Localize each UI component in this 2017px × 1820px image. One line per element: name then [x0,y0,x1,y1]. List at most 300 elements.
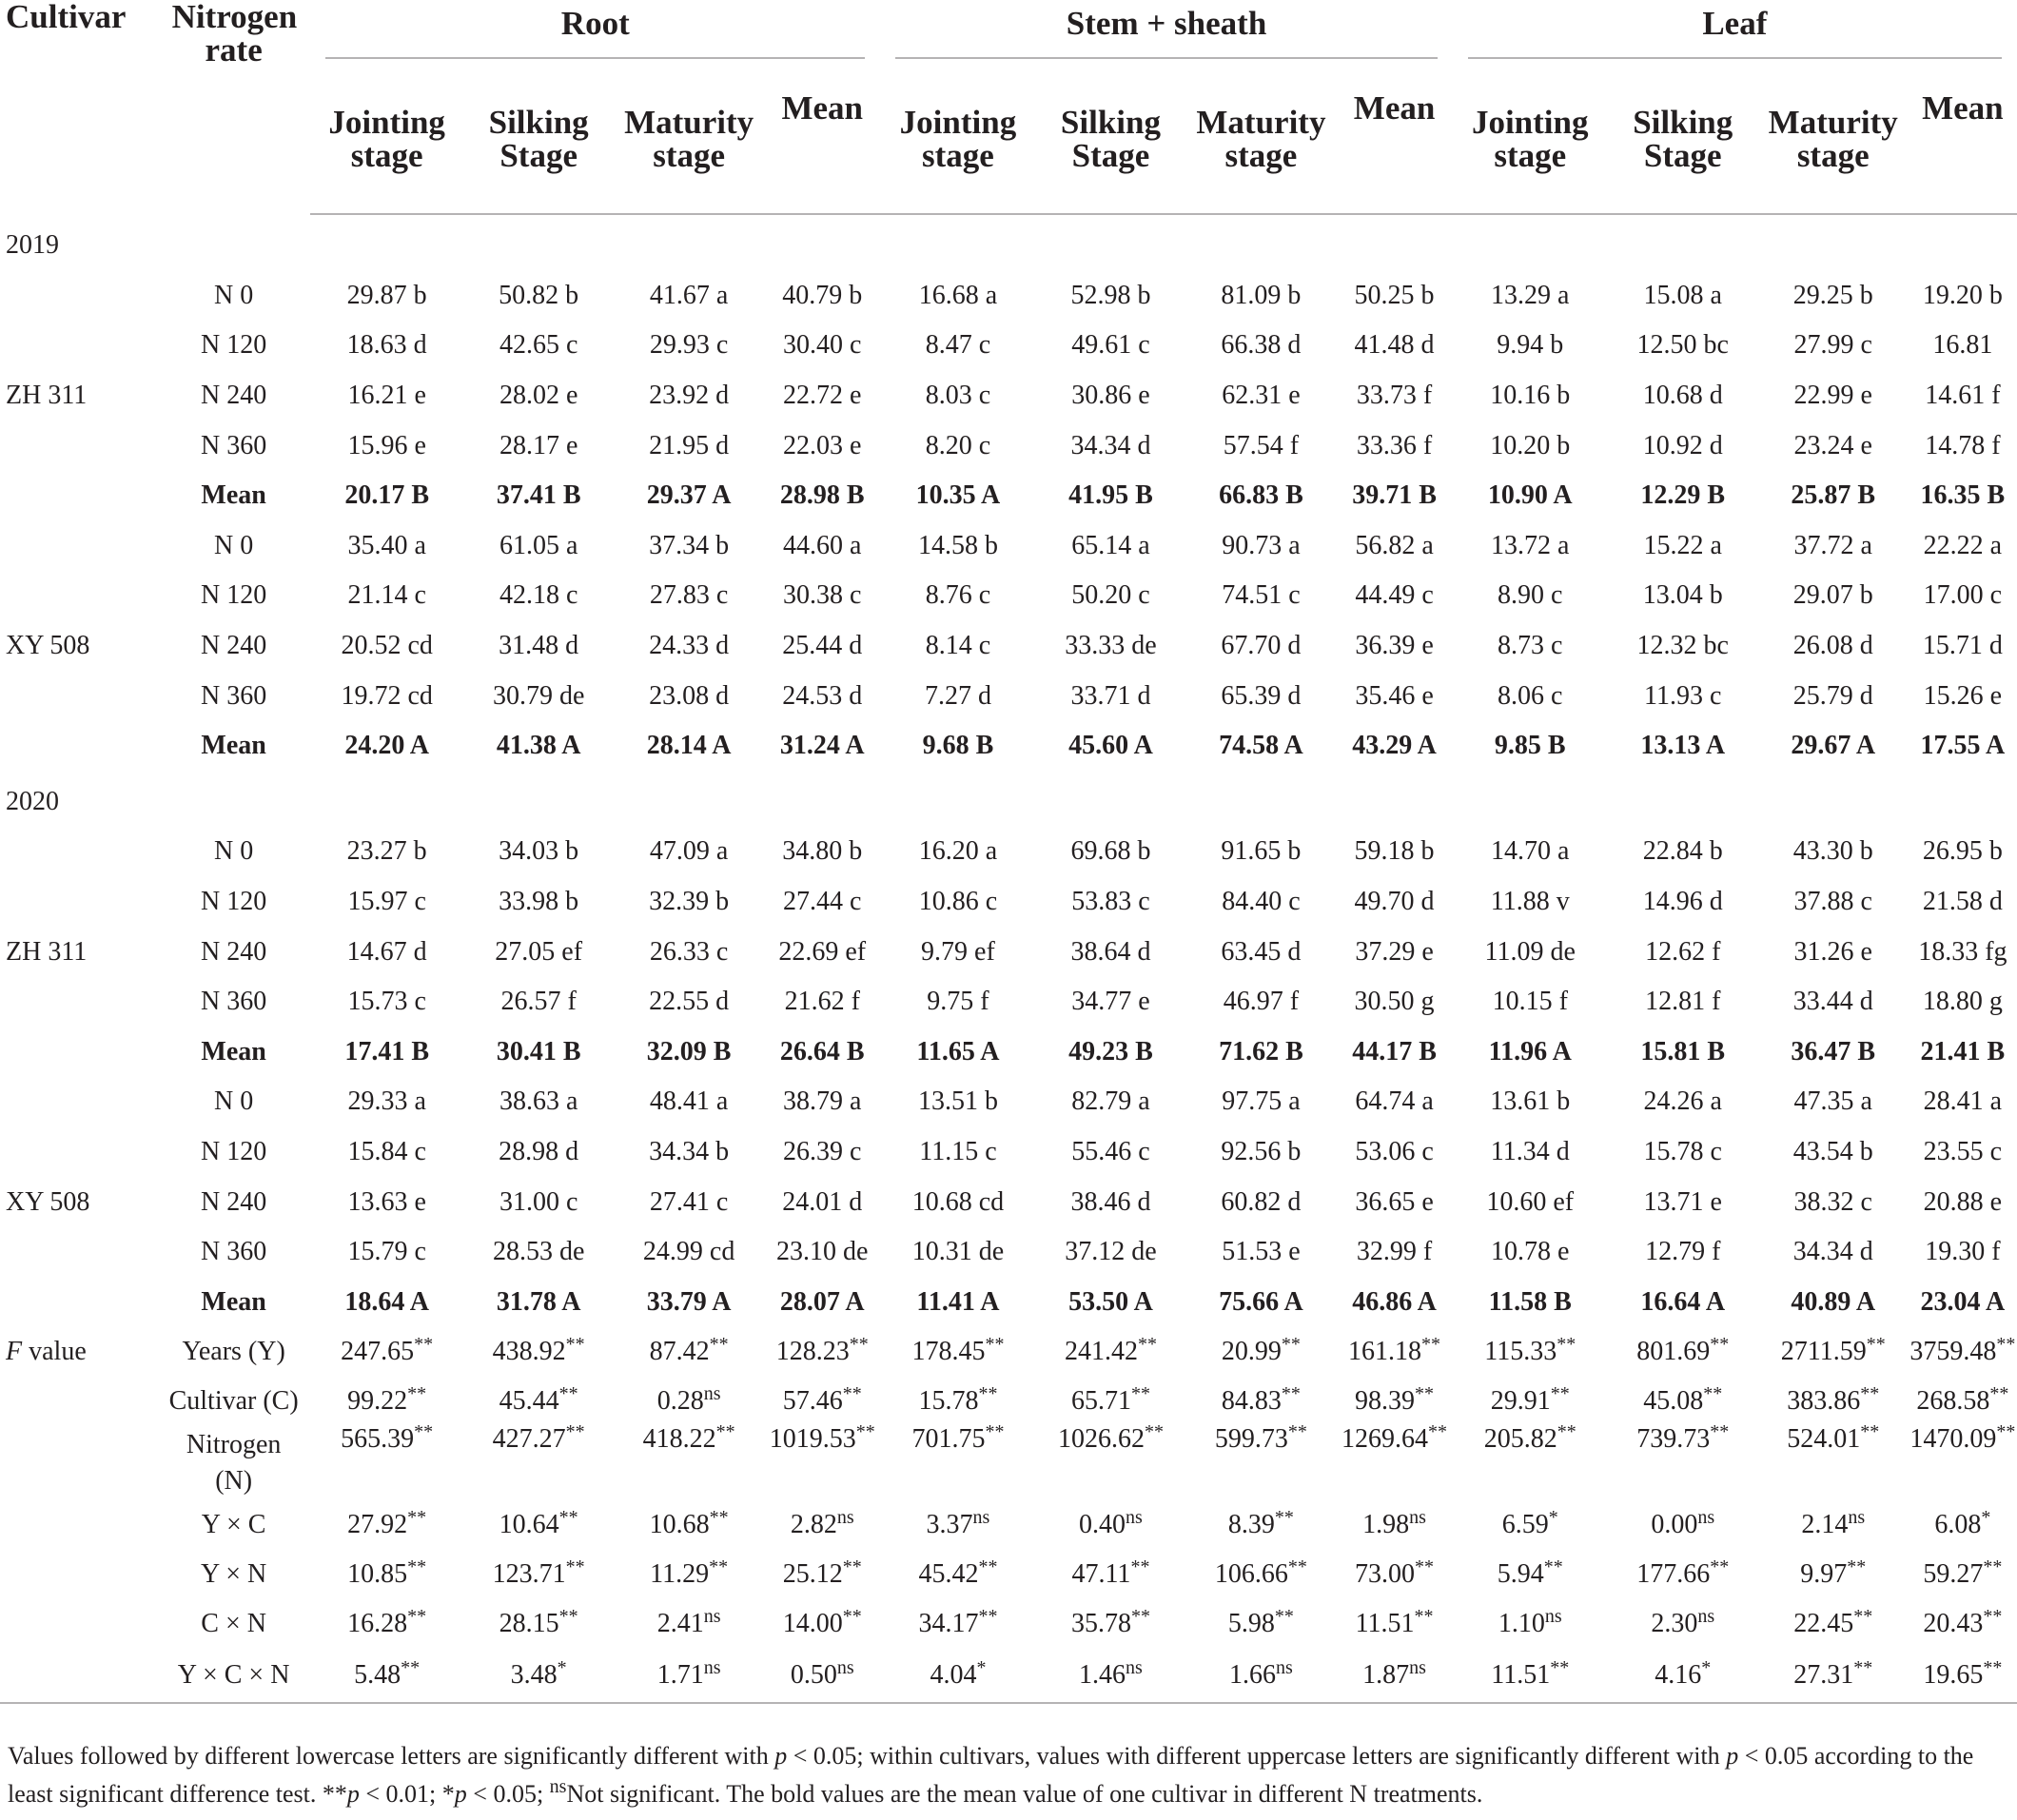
cultivar-cell [0,721,157,772]
value-cell: 29.67 A [1791,731,1876,761]
value-cell: 15.26 e [1923,680,2003,711]
value-cell: 37.88 c [1793,887,1872,917]
value-cell: 44.60 a [783,530,862,560]
fvalue-cell [463,1550,614,1599]
fvalue-cell [1035,1327,1185,1377]
value-cell: 33.73 f [1356,381,1433,411]
fvalue-significance: ** [414,1334,434,1356]
note-text-3: < 0.05 according to the least significant difference test. ** [8,1742,1974,1808]
value-cell: 53.50 A [1068,1286,1153,1317]
value-cell: 15.81 B [1640,1036,1726,1067]
table-row [0,321,2017,371]
fvalue-significance: ** [1853,1606,1873,1628]
fvalue-number: 241.42 [1064,1337,1138,1367]
value-cell: 8.03 c [925,381,991,411]
value-cell: 53.83 c [1071,887,1150,917]
value-cell: 19.30 f [1925,1237,2001,1267]
value-cell: 28.07 A [779,1286,865,1317]
nitrogen-cell: N 120 [201,887,267,917]
fvalue-significance: ns [1126,1657,1143,1679]
value-cell: 18.64 A [344,1286,429,1317]
note-ns: ns [549,1776,567,1797]
value-cell: 50.82 b [499,280,579,310]
value-cell: 15.79 c [347,1237,426,1267]
fvalue-cell [614,1500,764,1550]
value-cell: 11.96 A [1488,1036,1572,1067]
fvalue-factor-cell: Cultivar (C) [168,1386,299,1417]
cultivar-cell: ZH 311 [6,381,88,411]
fvalue-number: 20.43 [1923,1609,1984,1639]
fvalue-number: 45.42 [918,1559,979,1590]
fvalue-cell [1758,1377,1909,1426]
value-cell: 12.62 f [1645,936,1721,967]
fvalue-number: 8.39 [1227,1510,1275,1540]
value-cell: 15.08 a [1643,280,1722,310]
fvalue-number: 87.42 [649,1337,710,1367]
value-cell: 10.16 b [1490,381,1571,411]
fvalue-cell [1035,1649,1185,1703]
value-cell: 26.39 c [783,1136,862,1166]
value-cell: 12.50 bc [1636,330,1729,361]
fvalue-cell [463,1377,614,1426]
fvalue-cell [1909,1649,2017,1703]
fvalue-cell [310,1500,463,1550]
fvalue-cell [880,1500,1035,1550]
value-cell: 15.97 c [347,887,426,917]
fvalue-significance: ** [1996,1421,2016,1443]
fvalue-cell [1336,1500,1452,1550]
value-cell: 47.35 a [1793,1086,1872,1117]
fvalue-significance: ** [978,1606,998,1628]
fvalue-number: 3759.48 [1909,1337,1997,1367]
fvalue-cell [880,1550,1035,1599]
fvalue-number: 16.28 [347,1609,408,1639]
value-cell: 63.45 d [1221,936,1302,967]
fvalue-row [0,1649,2017,1703]
value-cell: 15.22 a [1643,530,1722,560]
fvalue-cell [1608,1550,1758,1599]
fvalue-cell [614,1377,764,1426]
fvalue-cell [1185,1649,1336,1703]
value-cell: 33.98 b [499,887,579,917]
value-cell: 19.72 cd [341,680,433,711]
value-cell: 23.27 b [346,836,427,867]
fvalue-number: 427.27 [492,1424,566,1455]
fvalue-number: 739.73 [1636,1424,1711,1455]
fvalue-number: 1.66 [1229,1660,1277,1691]
fvalue-cell [1336,1649,1452,1703]
fvalue-number: 5.94 [1497,1559,1544,1590]
value-cell: 16.21 e [347,381,426,411]
value-cell: 24.53 d [782,680,863,711]
value-cell: 97.75 a [1222,1086,1301,1117]
value-cell: 40.79 b [782,280,863,310]
subheader-stem-1 [1035,65,1185,214]
fvalue-number: 11.29 [650,1559,710,1590]
value-cell: 11.93 c [1644,680,1722,711]
value-cell: 10.20 b [1490,430,1571,460]
value-cell: 29.07 b [1792,580,1873,611]
fvalue-cell [1758,1421,1909,1500]
fvalue-cell [614,1599,764,1649]
value-cell: 81.09 b [1221,280,1302,310]
value-cell: 9.85 B [1494,731,1566,761]
value-cell: 23.10 de [776,1237,869,1267]
value-cell: 34.34 b [649,1136,730,1166]
fvalue-significance: ** [842,1383,862,1405]
subheader-word-1: Maturity [624,104,754,141]
value-cell: 19.20 b [1922,280,2003,310]
fvalue-significance: ** [1853,1657,1873,1679]
cultivar-cell: XY 508 [6,1186,90,1217]
value-cell: 36.65 e [1355,1186,1434,1217]
fvalue-word: value [22,1337,87,1367]
value-cell: 41.67 a [649,280,729,310]
fvalue-number: 0.00 [1651,1510,1698,1540]
fvalue-significance: ** [709,1507,729,1529]
value-cell: 7.27 d [924,680,991,711]
fvalue-number: 59.27 [1923,1559,1984,1590]
fvalue-row [0,1327,2017,1377]
fvalue-significance: ** [1996,1334,2016,1356]
value-cell: 9.68 B [922,731,994,761]
subheader-word-2: Stage [1643,137,1722,174]
fvalue-cell [1909,1327,2017,1377]
fvalue-factor-cell: C × N [201,1609,266,1639]
value-cell: 33.33 de [1065,631,1157,661]
fvalue-significance: ** [842,1556,862,1578]
fvalue-significance: ns [1848,1507,1866,1529]
value-cell: 23.55 c [1923,1136,2003,1166]
fvalue-significance: ** [978,1383,998,1405]
value-cell: 48.41 a [649,1086,729,1117]
fvalue-significance: ns [703,1657,721,1679]
value-cell: 22.99 e [1793,381,1872,411]
fvalue-cell [463,1500,614,1550]
value-cell: 15.84 c [347,1136,426,1166]
value-cell: 16.35 B [1920,480,2006,511]
value-cell: 42.18 c [499,580,578,611]
value-cell: 44.17 B [1352,1036,1437,1067]
fvalue-cell [880,1421,1035,1500]
value-cell: 10.90 A [1487,480,1573,511]
fvalue-cell [614,1327,764,1377]
fvalue-significance: ** [407,1606,427,1628]
year-label: 2019 [6,230,59,261]
fvalue-cell [1608,1500,1758,1550]
value-cell: 10.78 e [1491,1237,1570,1267]
fvalue-cell [764,1550,880,1599]
fvalue-number: 0.28 [656,1386,704,1417]
value-cell: 31.48 d [499,631,579,661]
fvalue-cell [764,1500,880,1550]
nitrogen-cell: Mean [201,480,266,511]
value-cell: 26.08 d [1792,631,1873,661]
value-cell: 38.63 a [499,1086,578,1117]
fvalue-significance: ** [849,1334,869,1356]
value-cell: 44.49 c [1355,580,1434,611]
value-cell: 21.41 B [1920,1036,2006,1067]
table-row [0,671,2017,721]
fvalue-significance: * [976,1657,987,1679]
value-cell: 39.71 B [1352,480,1437,511]
value-cell: 37.29 e [1355,936,1434,967]
fvalue-significance: ** [1287,1421,1307,1443]
note-text-6: Not significant. The bold values are the mean value of one cultivar in different N treatments. [566,1780,1483,1808]
fvalue-cell [310,1327,463,1377]
value-cell: 10.68 cd [911,1186,1005,1217]
subheader-word-2: stage [350,137,423,174]
fvalue-cell [764,1599,880,1649]
fvalue-cell [764,1649,880,1703]
fvalue-cell [1035,1550,1185,1599]
value-cell: 21.58 d [1922,887,2003,917]
value-cell: 29.33 a [347,1086,426,1117]
fvalue-significance: ** [1415,1556,1435,1578]
value-cell: 14.96 d [1642,887,1723,917]
value-cell: 15.73 c [347,987,426,1017]
note-text-2: < 0.05; within cultivars, values with different uppercase letters are significantly different with [787,1742,1727,1770]
value-cell: 62.31 e [1222,381,1301,411]
value-cell: 34.34 d [1792,1237,1873,1267]
value-cell: 12.79 f [1645,1237,1721,1267]
value-cell: 13.51 b [917,1086,998,1117]
table-header [0,0,2017,214]
subheader-word-1: Silking [1060,104,1161,141]
value-cell: 11.09 de [1484,936,1576,967]
fvalue-label-cell [0,1426,157,1500]
fvalue-cell [880,1377,1035,1426]
fvalue-significance: ** [985,1334,1005,1356]
value-cell: 30.38 c [783,580,862,611]
value-cell: 8.14 c [925,631,991,661]
value-cell: 46.86 A [1352,1286,1437,1317]
value-cell: 18.63 d [346,330,427,361]
fvalue-row [0,1550,2017,1599]
fvalue-cell [1185,1327,1336,1377]
fvalue-number: 65.71 [1070,1386,1131,1417]
value-cell: 49.70 d [1354,887,1435,917]
fvalue-label-cell [0,1377,157,1426]
table-row [0,421,2017,471]
nitrogen-cell: N 360 [201,987,267,1017]
value-cell: 37.12 de [1065,1237,1157,1267]
nitrogen-cell: N 240 [201,631,267,661]
fvalue-cell [463,1327,614,1377]
subheader-word-1: Silking [488,104,589,141]
fvalue-number: 20.99 [1221,1337,1282,1367]
value-cell: 37.34 b [649,530,730,560]
value-cell: 15.78 c [1643,1136,1722,1166]
subheader-word-2: stage [1224,137,1298,174]
value-cell: 38.64 d [1070,936,1151,967]
fvalue-cell [1453,1599,1608,1649]
fvalue-number: 84.83 [1221,1386,1282,1417]
fvalue-cell [880,1327,1035,1377]
subheader-leaf-1 [1608,65,1758,214]
year-row [0,772,2017,828]
subheader-word-1: Silking [1633,104,1733,141]
fvalue-number: 1019.53 [769,1424,856,1455]
fvalue-factor-cell: Years (Y) [182,1337,285,1367]
value-cell: 24.33 d [649,631,730,661]
value-cell: 21.62 f [784,987,860,1017]
value-cell: 49.23 B [1068,1036,1153,1067]
fvalue-number: 2711.59 [1780,1337,1867,1367]
fvalue-label-cell [0,1599,157,1649]
value-cell: 74.51 c [1222,580,1301,611]
fvalue-number: 3.48 [510,1660,558,1691]
value-cell: 41.38 A [496,731,581,761]
fvalue-significance: ** [1287,1556,1307,1578]
value-cell: 17.00 c [1923,580,2003,611]
value-cell: 17.55 A [1920,731,2006,761]
value-cell: 14.78 f [1925,430,2001,460]
fvalue-significance: ** [1274,1606,1294,1628]
value-cell: 28.98 d [499,1136,579,1166]
fvalue-significance: ** [1281,1383,1301,1405]
fvalue-cell [1336,1599,1452,1649]
fvalue-row [0,1377,2017,1426]
value-cell: 30.79 de [492,680,585,711]
fvalue-significance: ** [1983,1556,2003,1578]
fvalue-number: 27.92 [347,1510,408,1540]
value-cell: 14.61 f [1925,381,2001,411]
value-cell: 18.33 fg [1918,936,2007,967]
value-cell: 28.41 a [1923,1086,2003,1117]
fvalue-significance: ** [1557,1334,1576,1356]
fvalue-significance: ** [1414,1606,1434,1628]
fvalue-label-cell [0,1649,157,1703]
fvalue-significance: ** [1130,1606,1150,1628]
fvalue-number: 2.14 [1801,1510,1849,1540]
fvalue-f: F [6,1337,23,1367]
value-cell: 13.63 e [347,1186,426,1217]
root-group-header [310,0,880,65]
fvalue-cell [1185,1421,1336,1500]
fvalue-label-cell [0,1500,157,1550]
fvalue-number: 10.64 [499,1510,559,1540]
value-cell: 34.80 b [782,836,863,867]
fvalue-cell [1185,1599,1336,1649]
cultivar-cell: ZH 311 [6,936,88,967]
fvalue-number: 9.97 [1800,1559,1848,1590]
fvalue-significance: ** [1281,1334,1301,1356]
fvalue-significance: ** [565,1334,585,1356]
fvalue-number: 106.66 [1214,1559,1288,1590]
fvalue-significance: ** [407,1383,427,1405]
fvalue-number: 29.91 [1490,1386,1551,1417]
fvalue-number: 599.73 [1214,1424,1288,1455]
fvalue-number: 1269.64 [1341,1424,1429,1455]
value-cell: 10.15 f [1492,987,1568,1017]
cultivar-cell [0,421,157,471]
value-cell: 15.71 d [1922,631,2003,661]
fvalue-number: 10.85 [347,1559,408,1590]
fvalue-number: 34.17 [918,1609,979,1639]
subheader-word-2: stage [922,137,994,174]
fvalue-number: 1026.62 [1057,1424,1145,1455]
fvalue-significance: ** [1550,1657,1570,1679]
value-cell: 13.13 A [1640,731,1726,761]
value-cell: 46.97 f [1223,987,1300,1017]
fvalue-factor-cell: Y × C × N [157,1649,310,1703]
note-p-1: p [774,1742,788,1770]
value-cell: 26.33 c [649,936,729,967]
fvalue-number: 1470.09 [1909,1424,1997,1455]
value-cell: 37.72 a [1793,530,1872,560]
value-cell: 23.24 e [1793,430,1872,460]
value-cell: 10.35 A [915,480,1001,511]
value-cell: 65.39 d [1221,680,1302,711]
value-cell: 22.72 e [783,381,862,411]
fvalue-cell [1453,1500,1608,1550]
fvalue-significance: ** [1710,1421,1730,1443]
cultivar-cell [0,471,157,521]
cultivar-cell [0,877,157,928]
subheader-word-1: Maturity [1196,104,1326,141]
nitrogen-cell: N 240 [201,1186,267,1217]
subheader-word-2: stage [653,137,726,174]
fvalue-number: 115.33 [1484,1337,1557,1367]
nitrogen-cell: N 360 [201,680,267,711]
value-cell: 67.70 d [1221,631,1302,661]
value-cell: 9.79 ef [921,936,995,967]
nitrogen-cell: Mean [201,731,266,761]
value-cell: 34.34 d [1070,430,1151,460]
value-cell: 11.88 v [1490,887,1570,917]
value-cell: 31.00 c [499,1186,578,1217]
fvalue-significance: ** [855,1421,875,1443]
fvalue-significance: ** [1710,1334,1730,1356]
fvalue-number: 123.71 [492,1559,566,1590]
fvalue-number: 5.98 [1227,1609,1275,1639]
value-cell: 71.62 B [1219,1036,1303,1067]
fvalue-number: 418.22 [642,1424,716,1455]
value-cell: 12.81 f [1645,987,1721,1017]
subheader-leaf-0 [1453,65,1608,214]
value-cell: 23.04 A [1920,1286,2006,1317]
value-cell: 13.72 a [1491,530,1570,560]
value-cell: 26.57 f [500,987,577,1017]
value-cell: 31.24 A [779,731,865,761]
factor-word-1: Nitrogen [186,1430,282,1460]
nitrogen-cell: N 120 [201,580,267,611]
fvalue-significance: ** [1550,1383,1570,1405]
table-row [0,1277,2017,1327]
value-cell: 16.68 a [918,280,998,310]
value-cell: 90.73 a [1222,530,1301,560]
fvalue-number: 6.59 [1501,1510,1549,1540]
subheader-leaf-3: Mean [1909,65,2017,214]
value-cell: 21.14 c [347,580,426,611]
table-row [0,927,2017,977]
value-cell: 11.41 A [916,1286,1000,1317]
fvalue-cell [1453,1649,1608,1703]
subheader-stem-2 [1185,65,1336,214]
table-footnote [8,1737,2015,1813]
leaf-label: Leaf [1702,4,1768,42]
value-cell: 21.95 d [649,430,730,460]
fvalue-number: 2.41 [656,1609,704,1639]
table-row [0,271,2017,322]
value-cell: 33.79 A [646,1286,732,1317]
fvalue-number: 1.87 [1362,1660,1410,1691]
value-cell: 26.95 b [1922,836,2003,867]
fvalue-significance: ** [1130,1556,1150,1578]
fvalue-significance: ** [709,1334,729,1356]
value-cell: 13.29 a [1491,280,1570,310]
